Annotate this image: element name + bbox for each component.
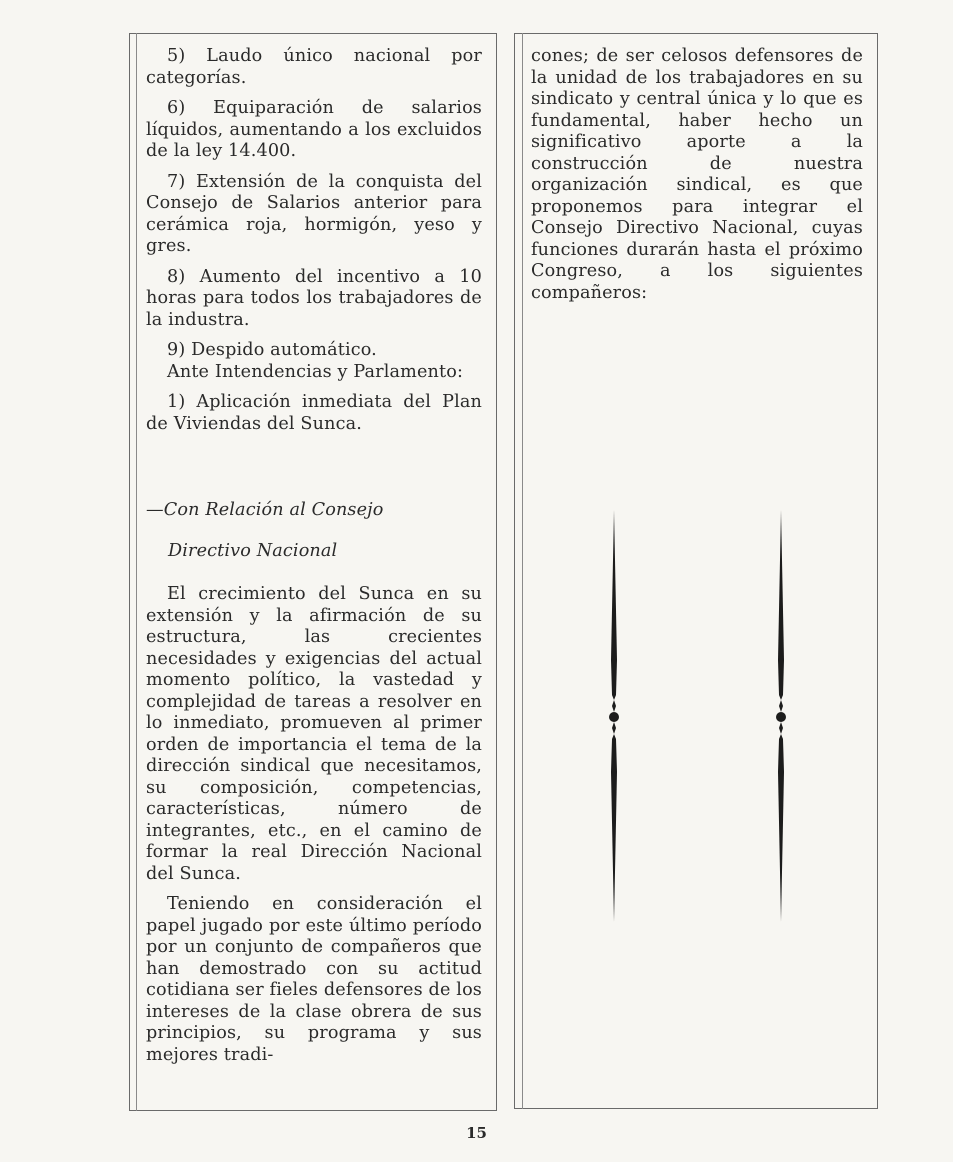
ornament-right (773, 510, 789, 922)
list-item-6: 6) Equiparación de salarios líquidos, aumentando a los excluidos de la ley 14.400. (146, 98, 482, 161)
right-column-inner-rule (522, 33, 523, 1109)
list-item-8: 8) Aumento del incentivo a 10 horas para todos los trabajadores de la industra. (146, 266, 482, 330)
section-heading-line-2: Directivo Nacional (168, 540, 338, 561)
left-column-text (146, 46, 482, 1066)
right-column-text (531, 46, 863, 304)
page-number: 15 (466, 1124, 487, 1142)
list-item-7: 7) Extensión de la conquista del Consejo de Salarios anterior para cerámica roja, hormigón, yeso y gres. (146, 171, 482, 256)
paragraph-continuation: cones; de ser celosos defensores de la unidad de los trabajadores en su sindicato y central única y lo que es fundamental, haber hecho un significativo aporte a la construcción de nuestra organización sindical, es que proponemos para integrar el Consejo Directivo Nacional, cuyas funciones durarán hasta el próximo Congreso, a los siguientes compañeros: (531, 46, 863, 303)
list-item-5: 5) Laudo único nacional por categorías. (146, 46, 482, 88)
list-item-plan-viviendas: 1) Aplicación inmediata del Plan de Viviendas del Sunca. (146, 392, 482, 434)
ornament-left (606, 510, 622, 922)
left-column-inner-rule (136, 33, 137, 1111)
paragraph-teniendo: Teniendo en consideración el papel jugado por este último período por un conjunto de compañeros que han demostrado con su actitud cotidiana ser fieles defensores de los intereses de la clase obrera de sus principios, su programa y sus mejores tradi- (146, 894, 482, 1065)
subheading-intendencias: Ante Intendencias y Parlamento: (167, 361, 464, 382)
spacer (146, 444, 482, 500)
paragraph-crecimiento: El crecimiento del Sunca en su extensión y la afirmación de su estructura, las crecientes necesidades y exigencias del actual momento político, la vastedad y complejidad de tareas a resolver en lo inmediato, promueven al primer orden de importancia el tema de la dirección sindical que necesitamos, su composición, competencias, características, número de integrantes, etc., en el camino de formar la real Dirección Nacional del Sunca. (146, 584, 482, 884)
list-item-9: 9) Despido automático. (167, 340, 377, 360)
section-heading-line-1: —Con Relación al Consejo (146, 500, 384, 520)
